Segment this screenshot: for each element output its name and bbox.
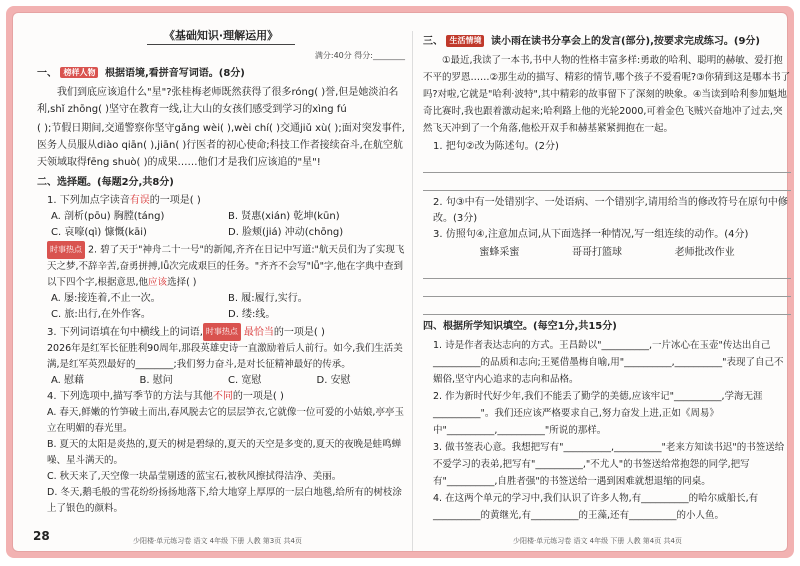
q3-option-d: D. 安慰: [316, 374, 351, 386]
q1-option-b: B. 贤惠(xián) 乾坤(kūn): [228, 210, 340, 222]
exam-paper: [12, 12, 791, 552]
q3-stem-text: 3. 下列词语填在句中横线上的词语,: [47, 326, 203, 338]
q4-stem-text: 4. 下列选项中,描写季节的方法与其他: [47, 390, 213, 402]
q1-stem: [37, 193, 405, 209]
score-line: 满分:40分 得分:________: [314, 51, 405, 61]
s3-q1: 1. 把句②改为陈述句。(2分): [433, 140, 559, 152]
q4-option-d: D. 冬天,鹅毛般的雪花纷纷扬扬地落下,给大地穿上厚厚的一层白地毯,给所有的树枝涂上了银色的颜料。: [47, 486, 402, 514]
s3-q3-answer-line-2[interactable]: [423, 281, 791, 297]
q4-stem-emphasis: 不同: [212, 390, 233, 402]
q1-options: [37, 209, 405, 241]
s4-item-2: 2. 作为新时代好少年,我们不能丢了勤学的美德,应该牢记"__________,学海无涯__________"。我们还应该严格要求自己,努力奋发上进,正如《周易》中"__________,__________"所说的那样。: [433, 390, 763, 436]
s3-q3-answer-line-1[interactable]: [423, 263, 791, 279]
section2-heading: 二、选择题。(每题2分,共8分): [37, 176, 174, 188]
q2-options: [37, 291, 405, 323]
s3-q1-answer-line[interactable]: [423, 157, 791, 173]
column-divider: [412, 31, 413, 551]
q2-option-b: B. 履:履行,实行。: [228, 292, 308, 304]
q2-tag: 时事热点: [47, 241, 85, 259]
q2-option-d: D. 缕:线。: [228, 308, 276, 320]
section1-number: 一、: [37, 67, 57, 79]
q1-option-d: D. 脸颊(jiá) 冲动(chōng): [228, 226, 344, 238]
q2-text-emphasis: 应该: [148, 276, 168, 288]
q3-passage: 2026年是红军长征胜利90周年,那段英雄史诗一直激励着后人前行。如今,我们生活美满,是红军英烈最好的________;我们努力奋斗,是对长征精神最好的传承。: [47, 342, 403, 370]
choice-teacher: 老师批改作业: [674, 246, 735, 258]
s3-q1-answer-line-2[interactable]: [423, 175, 791, 191]
s3-q2: 2. 句③中有一处错别字、一处语病、一个错别字,请用给当的修改符号在原句中修改。(3分): [433, 196, 788, 224]
q3-stem-emphasis: 最恰当: [243, 326, 274, 338]
right-column: [423, 29, 791, 524]
right-footer: 少阳楼·单元练习卷 语文 4年级 下册 人教 第4页 共4页: [513, 536, 682, 545]
section4-heading: 四、根据所学知识填空。(每空1分,共15分): [423, 320, 617, 332]
section3-title: 读小雨在读书分享会上的发言(部分),按要求完成练习。(9分): [490, 35, 761, 47]
q2-text: 2. 碧了天于"神舟二十一号"的新闻,齐齐在日记中写道:"航天员们为了实现飞天之梦,不辞辛苦,奋勇拼搏,lǚ次完成艰巨的任务。"齐齐不会写"lǚ"字,他在字典中查到以下四个字,根据意思,他: [47, 244, 405, 288]
q3-option-b: B. 慰问: [139, 374, 173, 386]
section3-number: 三、: [423, 35, 443, 47]
section-banner: 《基础知识·理解运用》: [147, 29, 295, 45]
s4-item-1: 1. 诗是作者表达志向的方式。王昌龄以"__________,一片冰心在玉壶"传达出自己__________的品质和志向;王冕借墨梅自喻,用"__________,__________"表现了自己不媚俗,坚守内心追求的志向和品格。: [433, 339, 784, 385]
q4-option-c: C. 秋天来了,天空像一块晶莹剔透的蓝宝石,被秋风擦拭得洁净、美丽。: [47, 470, 342, 482]
q2-text-tail: 选择( ): [167, 276, 197, 288]
q3-option-a: A. 慰藉: [51, 374, 85, 386]
q4-stem-tail: 的一项是( ): [232, 390, 284, 402]
q1-stem-tail: 的一项是( ): [149, 194, 201, 206]
s3-q3: 3. 仿照句④,注意加点词,从下面选择一种情况,写一组连续的动作。(4分): [433, 228, 749, 240]
q1-stem-emphasis: 有误: [129, 194, 150, 206]
q3-option-c: C. 宽慰: [228, 374, 262, 386]
left-column: [37, 29, 405, 517]
section3-tag: 生活情境: [446, 35, 484, 47]
q3-stem: [37, 323, 405, 341]
q3-tag: 时事热点: [203, 323, 241, 341]
s4-item-4: 4. 在这两个单元的学习中,我们认识了许多人物,有__________的哈尔威船长,有__________的黄继光,有__________的王藻,还有__________的小人鱼。: [433, 492, 759, 521]
section1-heading: [37, 67, 405, 80]
left-footer: 少阳楼·单元练习卷 语文 4年级 下册 人教 第3页 共4页: [133, 536, 302, 545]
section3-heading: [423, 35, 791, 48]
q3-stem-tail: 的一项是( ): [273, 326, 325, 338]
choice-bee: 蜜蜂采蜜: [479, 246, 520, 258]
s4-item-3: 3. 做书签表心意。我想把写有"__________,__________"老来方知读书迟"的书签送给不爱学习的表弟,把写有"__________,"不尤人"的书签送给常抱怨的同学,把写有"__________,自胜者强"的书签送给一遇到困难就想退缩的同桌。: [433, 441, 785, 487]
q1-stem-text: 1. 下列加点字读音: [47, 194, 130, 206]
s3-q3-answer-line-3[interactable]: [423, 299, 791, 315]
q2-option-c: C. 旅:出行,在外作客。: [51, 308, 151, 320]
page-number: 28: [33, 528, 50, 543]
section1-tag: 榜样人物: [60, 67, 98, 79]
q2-option-a: A. 屡:接连着,不止一次。: [51, 292, 161, 304]
section1-title: 根据语境,看拼音写词语。(8分): [104, 67, 245, 79]
q1-option-a: A. 剖析(pōu) 胸膛(táng): [51, 210, 165, 222]
choice-basketball: 哥哥打篮球: [571, 246, 622, 258]
q3-options: [37, 373, 405, 389]
q4-stem: [37, 389, 405, 405]
s3-choices: [453, 247, 761, 259]
section3-passage: ①最近,我读了一本书,书中人物的性格丰富多样:勇敢的哈利、聪明的赫敏、爱打抱不平的罗恩……②那生动的描写、精彩的情节,哪个孩子不爱看呢?③你猜到这是哪本书了吗?对啦,它就是"哈利·波特",其中精彩的故事留下了深刻的映象。④当读到哈利参加魁地奇比赛时,我也跟着激动起来;哈利路上他的光轮2000,可着金色飞贼兴奋地冲了过去,突然飞天冲到了一个角落,他松开双手和赫基紧紧拥抱在一起。: [423, 54, 791, 134]
section1-paragraph-2: ( );节假日期间,交通警察你坚守gǎng wèi( ),wèi chí( )交通jiǔ xù( );面对突发事件,医务人员服从diào qiān( ),jiān( )行医者的初心使命;科技工作者接续奋斗,在航空航天领域取得fēng shuò( )的成果……他们才是我们应该追的"星"!: [37, 122, 405, 168]
q4-option-a: A. 春天,鲜嫩的竹笋破土而出,春风脱去它的层层笋衣,它就像一位可爱的小姑娘,亭亭玉立在明媚的春光里。: [47, 406, 404, 434]
q2-stem: [37, 241, 405, 291]
section1-paragraph-1: 我们到底应该追什么"星"?张桂梅老师既然获得了很多róng( )誉,但是她淡泊名利,shǐ zhōng( )坚守在教育一线,让大山的女孩们感受到学习的xìng fú: [37, 86, 399, 115]
q4-option-b: B. 夏天的太阳是炎热的,夏天的树是碧绿的,夏天的天空是多变的,夏天的夜晚是蛙鸣蝉噪、星斗满天的。: [47, 438, 402, 466]
q1-option-c: C. 哀嚎(qì) 慷慨(kāi): [51, 226, 147, 238]
